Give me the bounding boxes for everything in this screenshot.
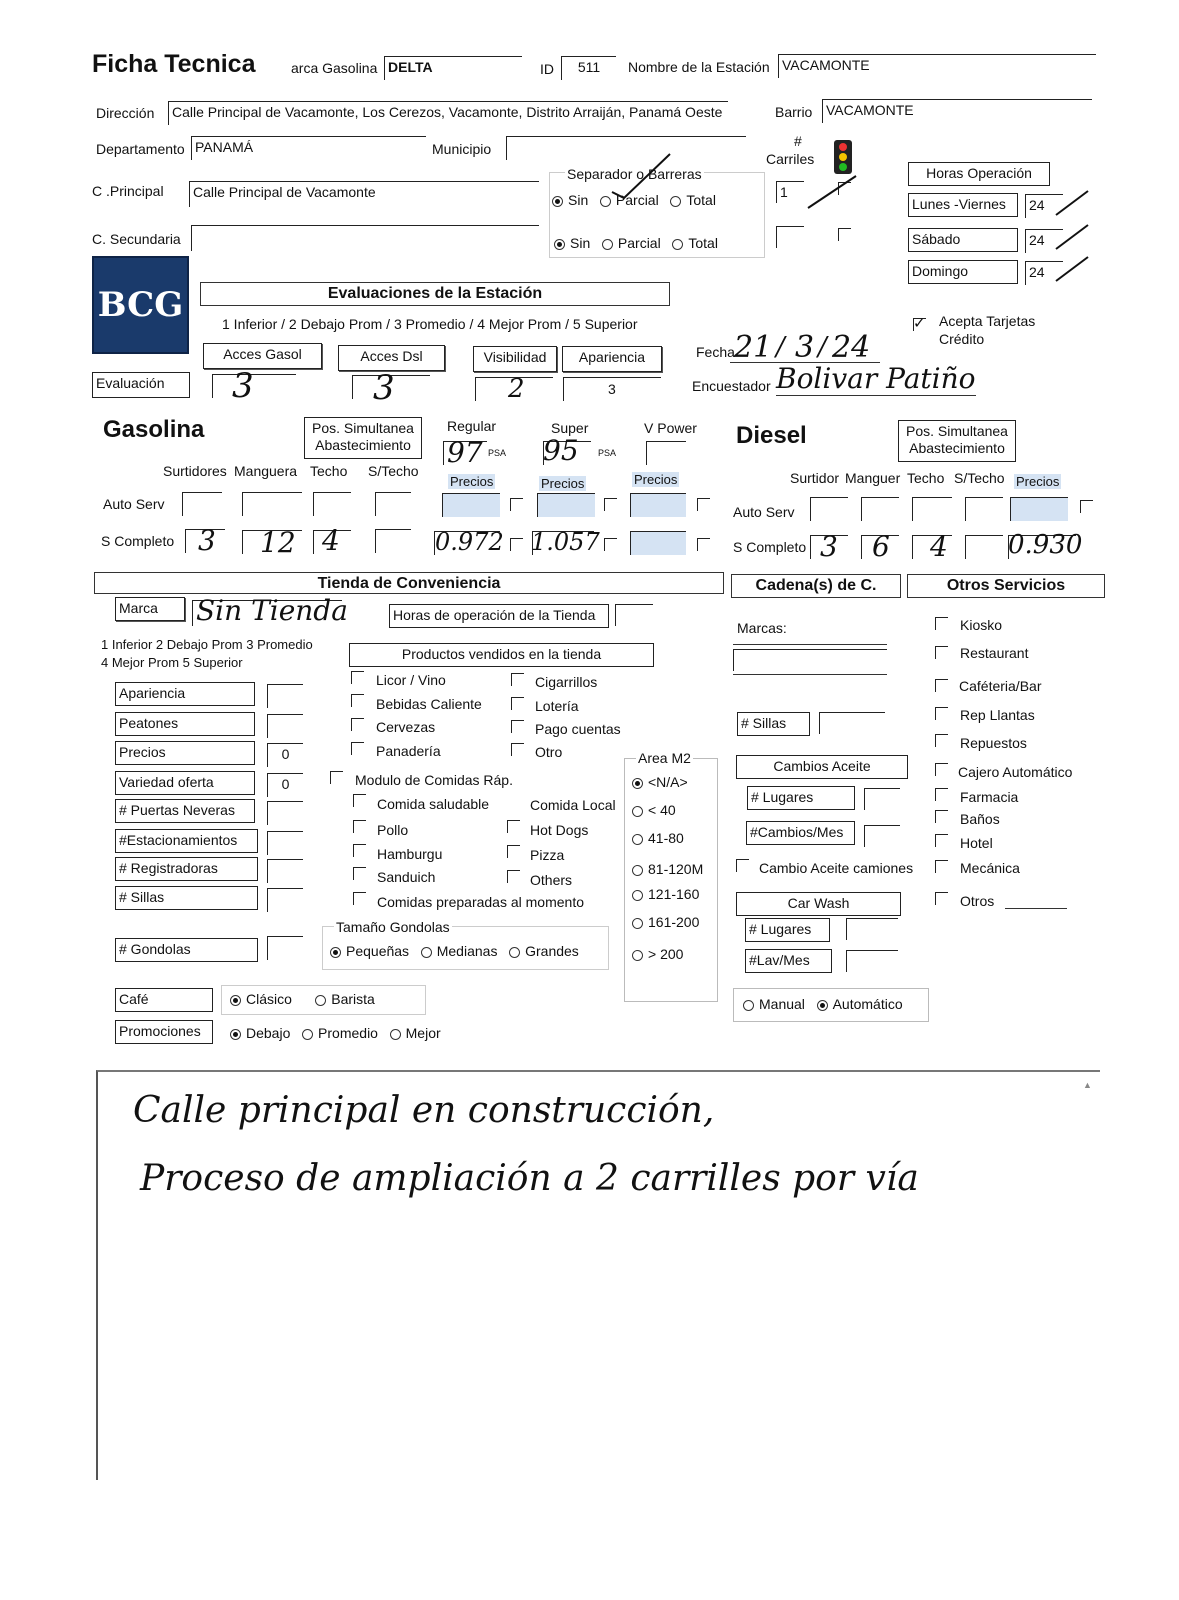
diesel-as-techo-field[interactable] [912, 497, 952, 521]
otros-underline [1005, 908, 1067, 909]
gas-as-precio-vpower-field[interactable] [630, 493, 686, 517]
pollo-checkbox[interactable] [353, 820, 366, 833]
tienda-estacionamientos-label: #Estacionamientos [115, 829, 258, 853]
area-lt40-radio[interactable] [632, 806, 643, 817]
gas-sc-super-checkbox[interactable] [604, 538, 617, 551]
acepta-tarjetas-label2: Crédito [939, 331, 985, 347]
visibilidad-label: Visibilidad [473, 346, 557, 372]
surtidores-label: Surtidores [163, 463, 227, 479]
calle-principal-label: C .Principal [92, 183, 164, 199]
carwash-mode-options: Manual Automático [743, 996, 903, 1012]
pizza-label: Pizza [530, 847, 565, 863]
clasico-radio[interactable] [230, 995, 241, 1006]
carriles-row2-field[interactable] [776, 226, 804, 248]
acces-dsl-label: Acces Dsl [338, 345, 445, 371]
sanduich-checkbox[interactable] [353, 867, 366, 880]
manual-radio[interactable] [743, 1000, 754, 1011]
tienda-apariencia-field[interactable] [267, 684, 303, 708]
diesel-sc-surtidor-value: 3 [820, 530, 838, 563]
vpower-label: V Power [644, 420, 697, 436]
precios-super-label: Precios [541, 476, 585, 491]
techo-label: Techo [310, 463, 348, 479]
carwash-lugares-label: # Lugares [745, 918, 830, 942]
regular-label: Regular [447, 418, 497, 434]
gasolina-pos-simultanea: Pos. Simultanea Abastecimiento [304, 417, 422, 459]
fecha-sep2: / [818, 332, 827, 362]
diesel-as-surtidor-field[interactable] [810, 497, 848, 521]
pago-checkbox[interactable] [511, 720, 524, 733]
apariencia-eval-label: Apariencia [562, 346, 662, 372]
apariencia-eval-value: 3 [608, 381, 616, 397]
handwritten-slash-marks [1052, 185, 1092, 285]
acces-gasol-field[interactable] [212, 374, 296, 398]
diesel-techo-label: Techo [907, 470, 945, 486]
tienda-puertas-label: # Puertas Neveras [115, 799, 255, 823]
cadena-marcas-field[interactable] [733, 649, 887, 671]
id-label: ID [540, 61, 554, 77]
cafe-options: Clásico Barista [230, 991, 375, 1007]
marca-gasolina-field[interactable]: DELTA [384, 56, 522, 80]
diesel-manguer-label: Manguer [845, 470, 901, 486]
tienda-horas-label: Horas de operación de la Tienda [389, 604, 609, 628]
precios-vpower-label: Precios [634, 472, 678, 487]
visibilidad-value: 2 [508, 374, 525, 404]
domingo-field[interactable]: 24 [1025, 261, 1063, 285]
cafe-label: Café [115, 988, 213, 1012]
gas-sc-vpower-checkbox[interactable] [697, 538, 710, 551]
lav-mes-field[interactable] [846, 950, 898, 972]
tienda-marca-value: Sin Tienda [196, 594, 348, 627]
camiones-checkbox[interactable] [736, 859, 749, 872]
hotdogs-checkbox[interactable] [507, 820, 520, 833]
horas-operacion-title: Horas Operación [908, 162, 1050, 186]
departamento-field[interactable]: PANAMÁ [191, 136, 426, 160]
acepta-tarjetas-check-icon: ✓ [913, 315, 926, 332]
mejor-radio[interactable] [390, 1029, 401, 1040]
area-opt-3: 41-80 [632, 830, 684, 846]
area-opt-1: <N/A> [632, 774, 688, 790]
fecha-month: 3 [795, 330, 815, 365]
hotel-label: Hotel [960, 835, 993, 851]
gas-as-surtidores-field[interactable] [182, 492, 222, 516]
cadena-marcas-label: Marcas: [737, 620, 787, 636]
tienda-marca-label: Marca [115, 597, 185, 621]
gas-sc-precio-regular-value: 0.972 [435, 528, 504, 556]
diesel-pos-simultanea: Pos. Simultanea Abastecimiento [898, 420, 1016, 462]
cambios-lugares-label: # Lugares [747, 786, 855, 810]
municipio-label: Municipio [432, 141, 492, 157]
sep2-parcial-radio[interactable] [602, 239, 613, 250]
cambios-mes-field[interactable] [864, 825, 900, 847]
gas-as-techo-field[interactable] [313, 492, 351, 516]
tienda-scale-2: 4 Mejor Prom 5 Superior [101, 655, 243, 670]
cambios-aceite-title: Cambios Aceite [736, 755, 908, 779]
tienda-peatones-field[interactable] [267, 714, 303, 738]
fecha-day: 21 [734, 330, 773, 365]
cafeteria-checkbox[interactable] [935, 679, 948, 692]
sep2-total-radio[interactable] [672, 239, 683, 250]
panaderia-checkbox[interactable] [351, 742, 364, 755]
departamento-label: Departamento [96, 141, 185, 157]
gas-as-vpower-checkbox[interactable] [697, 498, 710, 511]
promociones-options: Debajo Promedio Mejor [230, 1025, 441, 1041]
gas-s-completo-label: S Completo [101, 533, 175, 549]
cajero-checkbox[interactable] [935, 763, 948, 776]
calle-principal-field[interactable]: Calle Principal de Vacamonte [189, 181, 539, 207]
banos-checkbox[interactable] [935, 810, 948, 823]
hamburgu-label: Hamburgu [377, 846, 443, 862]
area-gt200-radio[interactable] [632, 950, 643, 961]
diesel-s-completo-label: S Completo [733, 539, 807, 555]
regular-psa-label: PSA [488, 448, 507, 458]
acepta-tarjetas-label: Acepta Tarjetas [939, 313, 1036, 329]
diesel-as-stecho-field[interactable] [965, 497, 1003, 521]
bebidas-label: Bebidas Caliente [376, 696, 482, 712]
sabado-field[interactable]: 24 [1025, 229, 1063, 253]
area-81-120-radio[interactable] [632, 865, 643, 876]
llantas-checkbox[interactable] [935, 707, 948, 720]
diesel-sc-precio-value: 0.930 [1008, 530, 1083, 560]
sep2-sin-radio[interactable] [554, 239, 565, 250]
lav-mes-label: #Lav/Mes [745, 949, 832, 973]
barista-radio[interactable] [315, 995, 326, 1006]
handwritten-dash-mark [806, 172, 866, 212]
diesel-surtidor-label: Surtidor [790, 470, 840, 486]
fecha-year: 24 [832, 330, 871, 365]
farmacia-checkbox[interactable] [935, 788, 948, 801]
tienda-variedad-label: Variedad oferta [115, 771, 255, 795]
tienda-scale-1: 1 Inferior 2 Debajo Prom 3 Promedio [101, 637, 313, 652]
comida-local-label: Comida Local [530, 797, 616, 813]
tienda-registradoras-field[interactable] [267, 859, 303, 883]
gas-sc-precio-vpower-field[interactable] [630, 531, 686, 555]
gas-sc-surtidores-value: 3 [198, 524, 216, 557]
direccion-field[interactable]: Calle Principal de Vacamonte, Los Cerezos, Vacamonte, Distrito Arraiján, Panamá Oeste [168, 101, 728, 125]
acces-gasol-value: 3 [232, 366, 254, 406]
modulo-checkbox[interactable] [330, 771, 343, 784]
repuestos-label: Repuestos [960, 735, 1027, 751]
pizza-checkbox[interactable] [507, 845, 520, 858]
grandes-radio[interactable] [509, 947, 520, 958]
productos-title: Productos vendidos en la tienda [349, 643, 654, 667]
tienda-precios-label: Precios [115, 741, 255, 765]
tienda-registradoras-label: # Registradoras [115, 857, 258, 881]
tienda-puertas-field[interactable] [267, 801, 303, 825]
direccion-label: Dirección [96, 105, 155, 121]
loteria-label: Lotería [535, 698, 579, 714]
encuestador-underline [776, 395, 976, 396]
notes-line-1: Calle principal en construcción, [133, 1090, 715, 1131]
nombre-estacion-label: Nombre de la Estación [628, 59, 770, 75]
promociones-label: Promociones [115, 1020, 213, 1044]
tienda-horas-field[interactable] [615, 604, 653, 626]
sanduich-label: Sanduich [377, 869, 436, 885]
cervezas-checkbox[interactable] [351, 718, 364, 731]
separador-row1: Sin Parcial Total [552, 192, 716, 208]
farmacia-label: Farmacia [960, 789, 1019, 805]
diesel-as-manguer-field[interactable] [861, 497, 899, 521]
diesel-auto-serv-label: Auto Serv [733, 504, 795, 520]
gas-sc-precio-super-value: 1.057 [531, 528, 600, 556]
tienda-precios-field[interactable]: 0 [267, 743, 303, 767]
barrio-label: Barrio [775, 104, 813, 120]
lunes-viernes-field[interactable]: 24 [1025, 194, 1063, 218]
area-opt-2: < 40 [632, 802, 676, 818]
gas-auto-serv-label: Auto Serv [103, 496, 165, 512]
bebidas-checkbox[interactable] [351, 694, 364, 707]
otro-checkbox[interactable] [511, 743, 524, 756]
gas-as-precio-super-field[interactable] [537, 493, 595, 517]
restaurant-checkbox[interactable] [935, 646, 948, 659]
notes-area[interactable] [96, 1070, 1100, 1480]
banos-label: Baños [960, 811, 1000, 827]
stecho-label: S/Techo [368, 463, 419, 479]
area-121-160-radio[interactable] [632, 890, 643, 901]
cadena-marcas-line-1 [733, 644, 887, 645]
gas-as-manguera-field[interactable] [242, 492, 302, 516]
cafeteria-label: Caféteria/Bar [959, 678, 1042, 694]
area-title: Area M2 [638, 750, 691, 766]
separador-row2: Sin Parcial Total [554, 235, 718, 251]
tienda-gondolas-label: # Gondolas [115, 938, 258, 962]
kiosko-checkbox[interactable] [935, 617, 948, 630]
preparadas-label: Comidas preparadas al momento [377, 894, 584, 910]
gas-sc-manguera-value: 12 [260, 526, 296, 559]
precios-regular-label: Precios [450, 474, 494, 489]
otros-servicios-title: Otros Servicios [907, 574, 1105, 598]
encuestador-value: Bolivar Patiño [776, 362, 976, 395]
acces-gasol-label: Acces Gasol [203, 343, 322, 369]
gas-as-precio-regular-field[interactable] [442, 493, 500, 517]
gondolas-size-options: Pequeñas Medianas Grandes [330, 943, 579, 959]
cigarrillos-label: Cigarrillos [535, 674, 598, 690]
others-checkbox[interactable] [507, 870, 520, 883]
loteria-checkbox[interactable] [511, 697, 524, 710]
diesel-sc-techo-value: 4 [930, 530, 948, 563]
cadena-sillas-field[interactable] [819, 712, 885, 734]
pago-label: Pago cuentas [535, 721, 621, 737]
tienda-peatones-label: Peatones [115, 712, 255, 736]
gas-as-regular-checkbox[interactable] [510, 498, 523, 511]
tienda-variedad-field[interactable]: 0 [267, 773, 303, 797]
encuestador-label: Encuestador [692, 378, 771, 394]
area-opt-5: 121-160 [632, 886, 699, 902]
otros-label: Otros [960, 893, 995, 909]
repuestos-checkbox[interactable] [935, 734, 948, 747]
marca-gasolina-label: arca Gasolina [291, 60, 378, 76]
cadena-title: Cadena(s) de C. [731, 574, 901, 598]
tienda-title: Tienda de Conveniencia [94, 572, 724, 594]
kiosko-label: Kiosko [960, 617, 1003, 633]
diesel-stecho-label: S/Techo [954, 470, 1005, 486]
bcg-logo: BCG [92, 256, 189, 354]
gas-as-stecho-field[interactable] [375, 492, 411, 516]
gasolina-title: Gasolina [103, 416, 205, 443]
automatico-radio[interactable] [817, 1000, 828, 1011]
area-41-80-radio[interactable] [632, 834, 643, 845]
cervezas-label: Cervezas [376, 719, 436, 735]
diesel-title: Diesel [736, 422, 807, 449]
diesel-as-precio-field[interactable] [1010, 497, 1068, 521]
mecanica-checkbox[interactable] [935, 860, 948, 873]
llantas-label: Rep Llantas [960, 707, 1035, 723]
modulo-label: Modulo de Comidas Ráp. [355, 772, 513, 788]
hamburgu-checkbox[interactable] [353, 844, 366, 857]
diesel-as-checkbox[interactable] [1080, 500, 1093, 513]
cadena-marcas-line-2 [733, 674, 887, 675]
others-label: Others [530, 872, 573, 888]
cajero-label: Cajero Automático [958, 764, 1073, 780]
gas-sc-techo-value: 4 [322, 524, 340, 557]
panaderia-label: Panadería [376, 743, 441, 759]
notes-scroll-up-icon[interactable]: ▲ [1083, 1080, 1092, 1090]
gondolas-size-title: Tamaño Gondolas [336, 919, 450, 935]
licor-label: Licor / Vino [376, 672, 446, 688]
notes-line-2: Proceso de ampliación a 2 carrilles por vía [140, 1158, 919, 1199]
fecha-label: Fecha [696, 344, 735, 360]
super-psa-label: PSA [598, 448, 617, 458]
hotel-checkbox[interactable] [935, 834, 948, 847]
restaurant-label: Restaurant [960, 645, 1029, 661]
carriles-label: Carriles [766, 151, 815, 167]
diesel-sc-manguer-value: 6 [872, 530, 890, 563]
vpower-octane-field[interactable] [646, 441, 686, 465]
super-label: Super [551, 420, 589, 436]
carwash-lugares-field[interactable] [846, 918, 898, 940]
handwritten-check-mark [600, 150, 690, 200]
area-na-radio[interactable] [632, 778, 643, 789]
form-title: Ficha Tecnica [92, 50, 256, 78]
diesel-sc-stecho-field[interactable] [965, 535, 1003, 559]
tienda-estacionamientos-field[interactable] [267, 831, 303, 855]
carriles-row2-checkbox[interactable] [838, 228, 851, 241]
nombre-estacion-field[interactable]: VACAMONTE [778, 54, 1096, 78]
camiones-label: Cambio Aceite camiones [759, 860, 914, 876]
otro-label: Otro [535, 744, 563, 760]
id-field[interactable]: 511 [561, 56, 616, 80]
debajo-radio[interactable] [230, 1029, 241, 1040]
evaluaciones-title: Evaluaciones de la Estación [200, 282, 670, 306]
gas-sc-stecho-field[interactable] [375, 529, 411, 553]
acces-dsl-value: 3 [373, 368, 395, 408]
manguera-label: Manguera [234, 463, 298, 479]
tienda-apariencia-label: Apariencia [115, 682, 255, 706]
saludable-label: Comida saludable [377, 796, 490, 812]
hotdogs-label: Hot Dogs [530, 822, 589, 838]
otros-checkbox[interactable] [935, 892, 948, 905]
sabado-label: Sábado [908, 228, 1018, 252]
diesel-precios-label: Precios [1016, 474, 1060, 489]
sep1-sin-radio[interactable] [552, 196, 563, 207]
traffic-light-icon [830, 138, 856, 178]
carriles-hash: # [794, 133, 802, 149]
pollo-label: Pollo [377, 822, 409, 838]
cambios-mes-label: #Cambios/Mes [746, 821, 855, 845]
area-opt-7: > 200 [632, 946, 683, 962]
fecha-sep1: / [776, 332, 785, 362]
carwash-title: Car Wash [736, 892, 901, 916]
gas-as-super-checkbox[interactable] [604, 498, 617, 511]
saludable-checkbox[interactable] [353, 794, 366, 807]
tienda-gondolas-field[interactable] [267, 936, 303, 960]
regular-octane-value: 97 [447, 436, 483, 469]
licor-checkbox[interactable] [351, 671, 364, 684]
carriles-row1-field[interactable]: 1 [776, 181, 804, 203]
preparadas-checkbox[interactable] [353, 892, 366, 905]
calle-secundaria-field[interactable] [191, 225, 539, 251]
tienda-sillas-label: # Sillas [115, 886, 258, 910]
gas-sc-regular-checkbox[interactable] [510, 538, 523, 551]
evaluacion-label: Evaluación [92, 372, 190, 398]
barrio-field[interactable]: VACAMONTE [822, 99, 1092, 123]
tienda-sillas-field[interactable] [267, 888, 303, 912]
separador-label: Separador o Barreras [567, 166, 702, 182]
lunes-viernes-label: Lunes -Viernes [908, 193, 1018, 217]
area-opt-6: 161-200 [632, 914, 699, 930]
cambios-lugares-field[interactable] [864, 788, 900, 810]
area-group [624, 758, 718, 1002]
medianas-radio[interactable] [421, 947, 432, 958]
pequenas-radio[interactable] [330, 947, 341, 958]
area-opt-4: 81-120M [632, 861, 703, 877]
cigarrillos-checkbox[interactable] [511, 673, 524, 686]
promedio-radio[interactable] [302, 1029, 313, 1040]
evaluaciones-scale: 1 Inferior / 2 Debajo Prom / 3 Promedio / 4 Mejor Prom / 5 Superior [222, 316, 638, 332]
domingo-label: Domingo [908, 260, 1018, 284]
super-octane-value: 95 [543, 434, 579, 467]
cadena-sillas-label: # Sillas [737, 712, 810, 736]
calle-secundaria-label: C. Secundaria [92, 231, 181, 247]
area-161-200-radio[interactable] [632, 918, 643, 929]
mecanica-label: Mecánica [960, 860, 1020, 876]
